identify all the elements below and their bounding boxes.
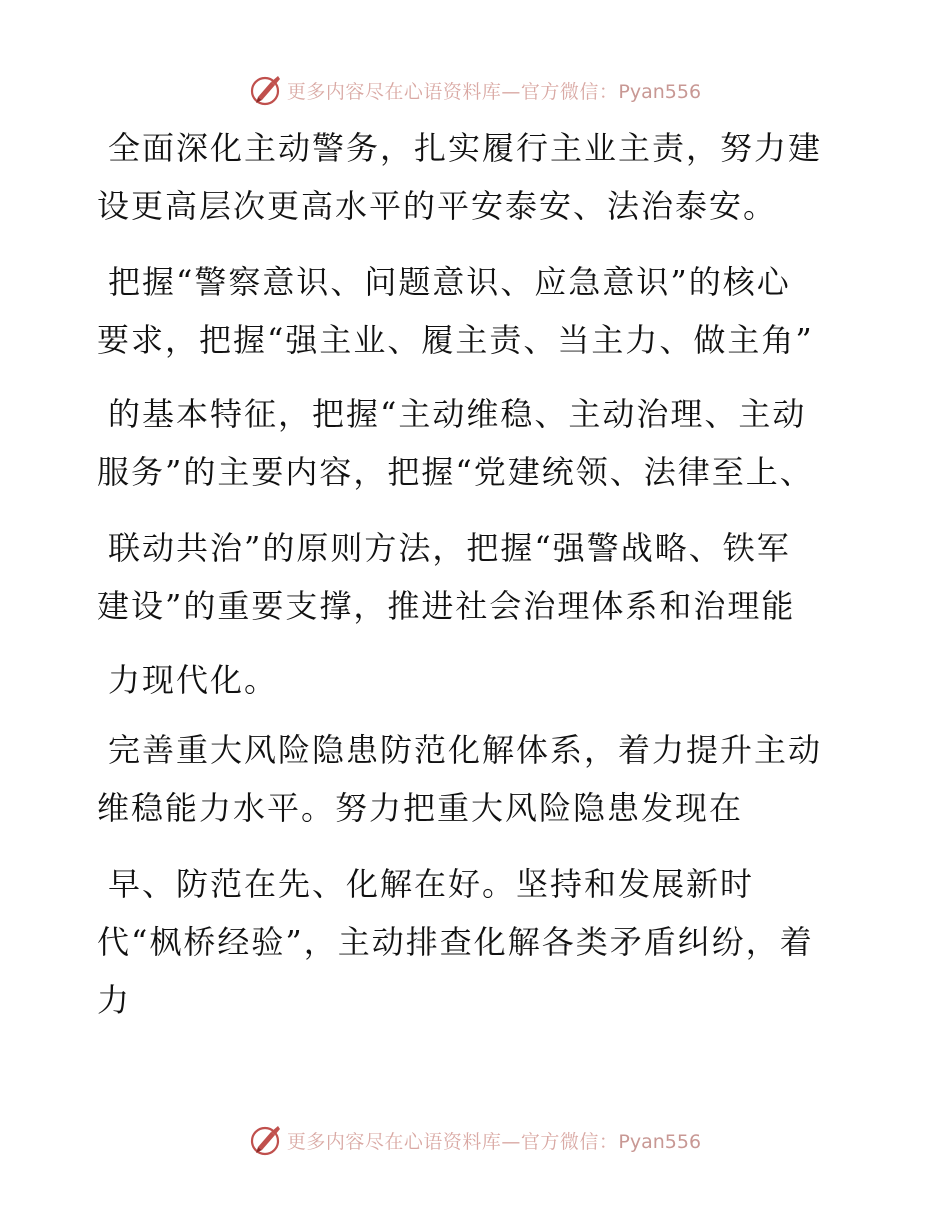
body-line: 服务”的主要内容，把握“党建统领、法律至上、	[97, 453, 814, 491]
body-line: 全面深化主动警务，扎实履行主业主责，努力建	[108, 129, 823, 167]
footer-watermark	[0, 1122, 950, 1158]
header-watermark	[0, 72, 950, 108]
body-line: 维稳能力水平。努力把重大风险隐患发现在	[97, 789, 744, 827]
body-line: 力现代化。	[108, 661, 279, 699]
watermark-prefix: 更多内容尽在心语资料库—官方微信：	[286, 80, 619, 103]
body-line: 力	[97, 981, 132, 1019]
body-line: 早、防范在先、化解在好。坚持和发展新时	[108, 865, 755, 903]
body-line: 完善重大风险隐患防范化解体系，着力提升主动	[108, 731, 823, 769]
body-line: 要求，把握“强主业、履主责、当主力、做主角”	[97, 321, 814, 359]
body-line: 把握“警察意识、问题意识、应急意识”的核心	[108, 263, 791, 301]
body-line: 代“枫桥经验”，主动排查化解各类矛盾纠纷，着	[97, 923, 814, 961]
watermark-wechat-id: Pyan556	[618, 1130, 702, 1153]
body-line: 联动共治”的原则方法，把握“强警战略、铁军	[108, 529, 791, 567]
body-line: 建设”的重要支撑，推进社会治理体系和治理能	[97, 587, 796, 625]
watermark-wechat-id: Pyan556	[618, 80, 702, 103]
watermark-text	[287, 77, 701, 104]
watermark-prefix: 更多内容尽在心语资料库—官方微信：	[286, 1130, 619, 1153]
body-line: 的基本特征，把握“主动维稳、主动治理、主动	[108, 395, 807, 433]
body-line: 设更高层次更高水平的平安泰安、法治泰安。	[97, 187, 778, 225]
pen-logo-icon	[249, 73, 283, 107]
pen-logo-icon	[249, 1123, 283, 1157]
watermark-text	[287, 1127, 701, 1154]
